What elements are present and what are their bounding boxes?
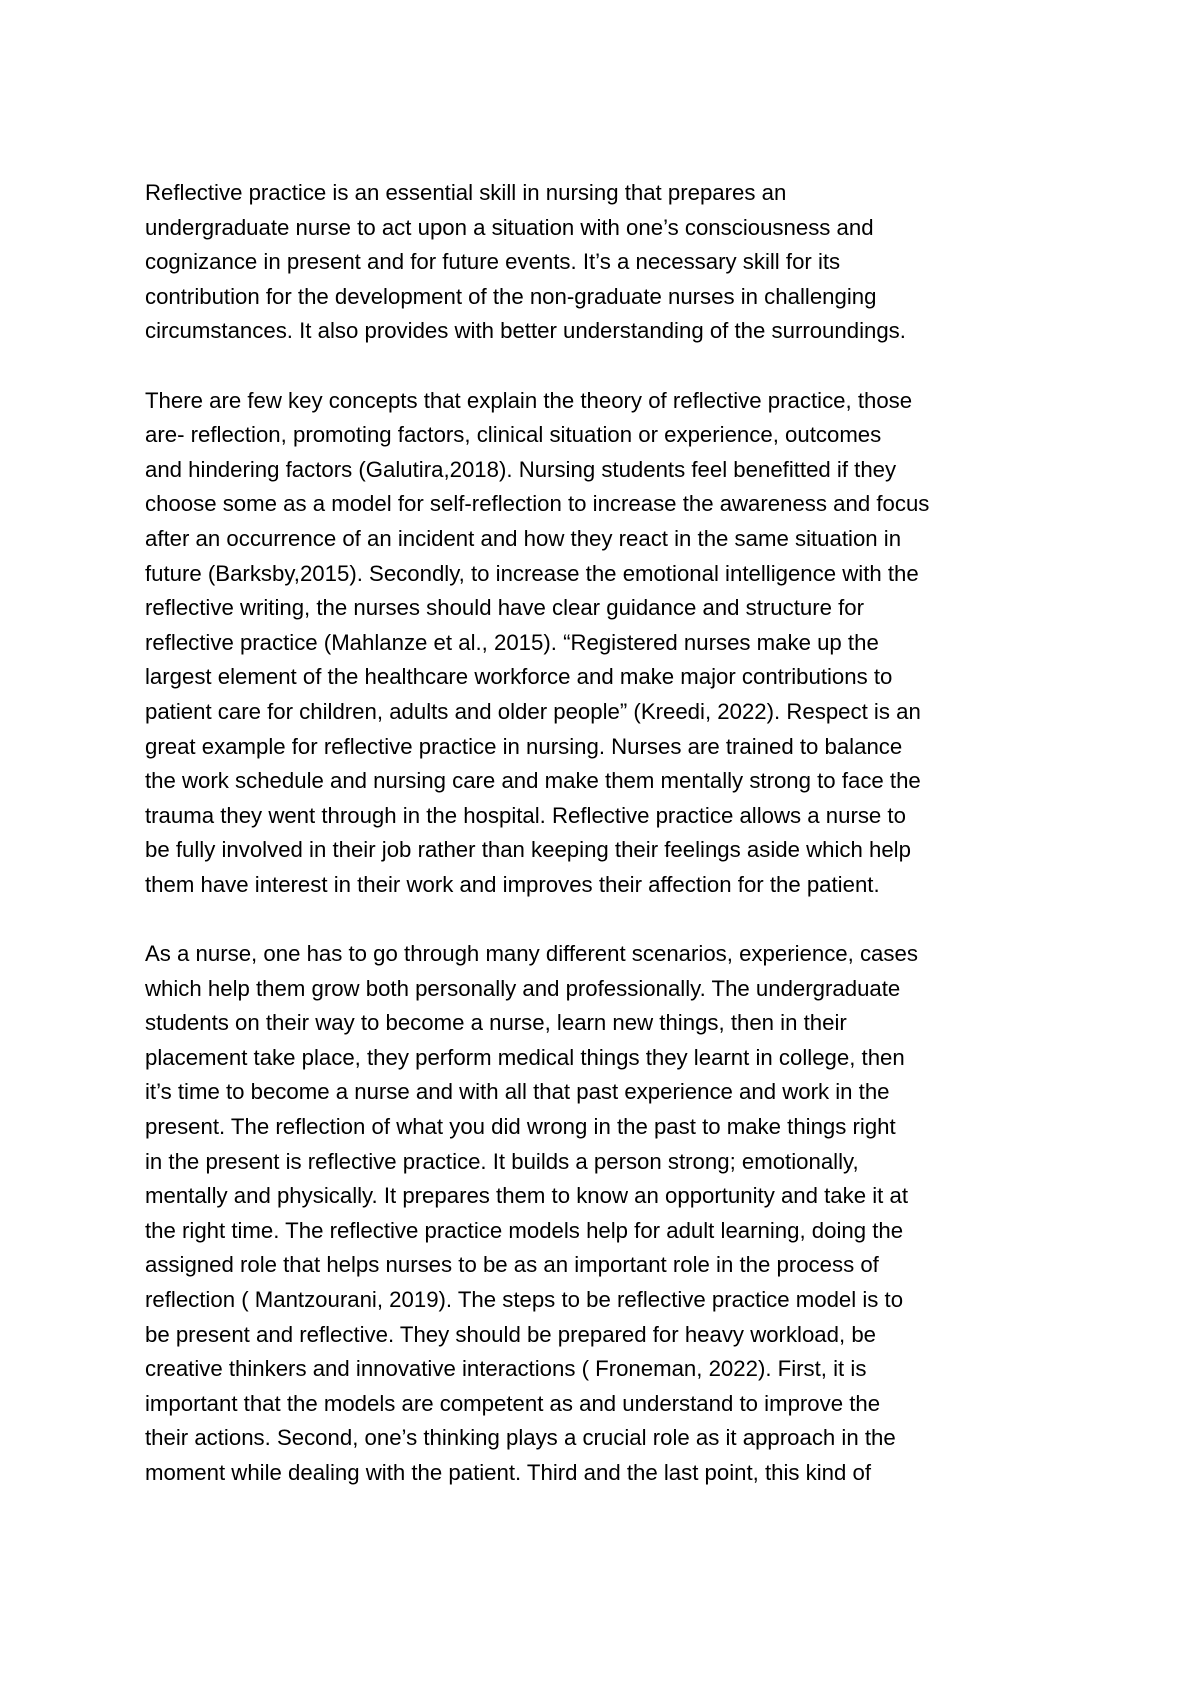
text-line: assigned role that helps nurses to be as an important role in the process of <box>145 1252 879 1278</box>
text-line: present. The reflection of what you did wrong in the past to make things right <box>145 1114 896 1140</box>
text-line: creative thinkers and innovative interactions ( Froneman, 2022). First, it is <box>145 1356 867 1382</box>
text-line: There are few key concepts that explain the theory of reflective practice, those <box>145 387 913 413</box>
text-line: be present and reflective. They should be prepared for heavy workload, be <box>145 1321 876 1347</box>
paragraph-1 <box>145 176 1145 349</box>
text-line: trauma they went through in the hospital. Reflective practice allows a nurse to <box>145 802 906 828</box>
text-line: future (Barksby,2015). Secondly, to increase the emotional intelligence with the <box>145 560 919 586</box>
text-line: important that the models are competent as and understand to improve the <box>145 1390 881 1416</box>
text-line: the right time. The reflective practice models help for adult learning, doing the <box>145 1217 904 1243</box>
paragraph-gap <box>145 902 1145 937</box>
paragraph-2 <box>145 384 1145 903</box>
text-line: in the present is reflective practice. It builds a person strong; emotionally, <box>145 1148 859 1174</box>
text-line: them have interest in their work and improves their affection for the patient. <box>145 871 880 897</box>
text-line: largest element of the healthcare workforce and make major contributions to <box>145 664 893 690</box>
text-line: the work schedule and nursing care and make them mentally strong to face the <box>145 768 921 794</box>
text-line: be fully involved in their job rather than keeping their feelings aside which help <box>145 837 911 863</box>
text-line: reflection ( Mantzourani, 2019). The steps to be reflective practice model is to <box>145 1287 904 1312</box>
paragraph-gap <box>145 349 1145 384</box>
text-line: students on their way to become a nurse, learn new things, then in their <box>145 1010 847 1036</box>
text-line: mentally and physically. It prepares them to know an opportunity and take it at <box>145 1183 909 1209</box>
text-line: moment while dealing with the patient. Third and the last point, this kind of <box>145 1459 872 1485</box>
paragraph-3 <box>145 937 1145 1491</box>
body-text <box>145 176 1145 1491</box>
text-line: patient care for children, adults and older people” (Kreedi, 2022). Respect is an <box>145 698 921 724</box>
text-line: reflective practice (Mahlanze et al., 2015). “Registered nurses make up the <box>145 629 879 655</box>
text-line: it’s time to become a nurse and with all that past experience and work in the <box>145 1079 890 1105</box>
text-line: their actions. Second, one’s thinking plays a crucial role as it approach in the <box>145 1425 896 1451</box>
text-line: and hindering factors (Galutira,2018). Nursing students feel benefitted if they <box>145 456 897 482</box>
text-line: choose some as a model for self-reflection to increase the awareness and focus <box>145 491 930 517</box>
text-line: reflective writing, the nurses should have clear guidance and structure for <box>145 595 865 621</box>
text-line: cognizance in present and for future events. It’s a necessary skill for its <box>145 249 841 275</box>
text-line: after an occurrence of an incident and how they react in the same situation in <box>145 525 902 551</box>
text-line: which help them grow both personally and professionally. The undergraduate <box>145 975 901 1001</box>
text-line: As a nurse, one has to go through many different scenarios, experience, cases <box>145 941 918 967</box>
text-line: placement take place, they perform medical things they learnt in college, then <box>145 1044 905 1070</box>
text-line: great example for reflective practice in nursing. Nurses are trained to balance <box>145 733 903 759</box>
text-line: are- reflection, promoting factors, clinical situation or experience, outcomes <box>145 422 882 448</box>
text-line: circumstances. It also provides with better understanding of the surroundings. <box>145 318 906 344</box>
text-line: Reflective practice is an essential skill in nursing that prepares an <box>145 180 787 205</box>
text-line: undergraduate nurse to act upon a situation with one’s consciousness and <box>145 214 874 240</box>
text-line: contribution for the development of the non-graduate nurses in challenging <box>145 283 877 309</box>
